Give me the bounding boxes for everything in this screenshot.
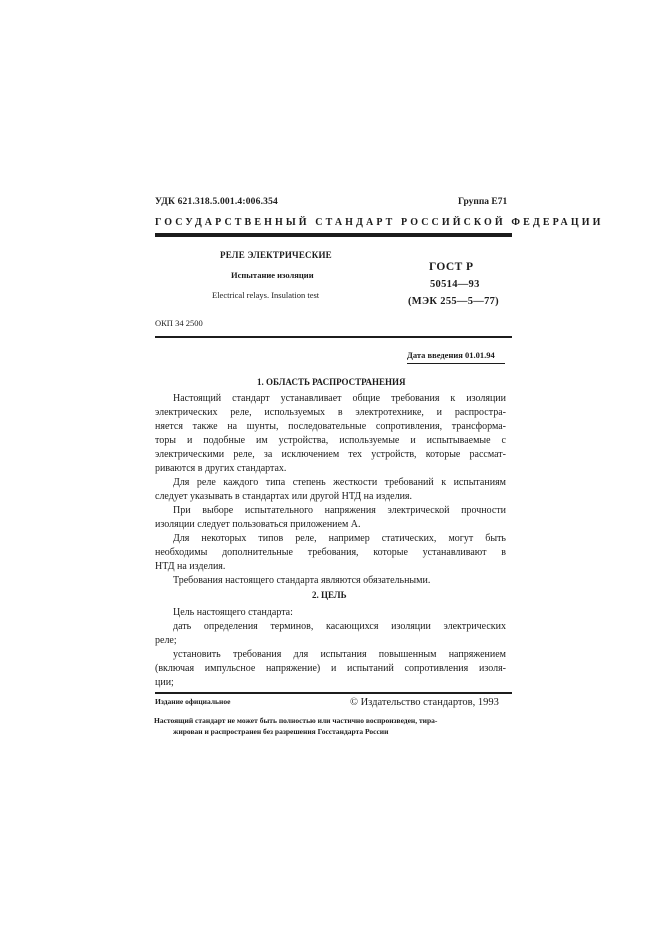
document-subtitle: Испытание изоляции: [231, 270, 314, 280]
paragraph-line: следует указывать в стандартах или другой НТД на изделия.: [155, 491, 413, 502]
paragraph-line: Цель настоящего стандарта:: [173, 607, 293, 618]
udk-code: УДК 621.318.5.001.4:006.354: [155, 197, 278, 207]
paragraph-line: установить требования для испытания повышенным напряжением: [173, 649, 506, 660]
paragraph-line: Для реле каждого типа степень жесткости требований к испытаниям: [173, 477, 506, 488]
paragraph-line: дать определения терминов, касающихся изоляции электрических: [173, 621, 506, 632]
gost-number: 50514—93: [430, 279, 480, 290]
paragraph-line: необходимы дополнительные требования, которые устанавливают в: [155, 547, 506, 558]
paragraph-line: няется также на шунты, последовательные сопротивления, трансформа-: [155, 421, 506, 432]
iec-reference: (МЭК 255—5—77): [408, 296, 499, 307]
document-title-english: Electrical relays. Insulation test: [212, 290, 320, 300]
paragraph-line: Для некоторых типов реле, например статических, могут быть: [173, 533, 506, 544]
gost-label: ГОСТ Р: [429, 261, 474, 273]
edition-label: Издание официальное: [155, 697, 231, 706]
group-code: Группа Е71: [458, 197, 508, 207]
okp-code: ОКП 34 2500: [155, 318, 203, 328]
paragraph-line: изоляции следует пользоваться приложением А.: [155, 519, 361, 530]
reproduction-notice: жирован и распространен без разрешения Госстандарта России: [173, 727, 389, 736]
paragraph-line: торы и подобные им устройства, используемые и испытываемые с: [155, 435, 506, 446]
section-heading: 2. ЦЕЛЬ: [312, 590, 347, 600]
paragraph-line: реле;: [155, 635, 177, 646]
paragraph-line: Требования настоящего стандарта являются обязательными.: [173, 575, 431, 586]
reproduction-notice: Настоящий стандарт не может быть полностью или частично воспроизведен, тира-: [154, 716, 438, 725]
paragraph-line: риваются в других стандартах.: [155, 463, 287, 474]
header-divider: [155, 233, 512, 237]
standard-title: ГОСУДАРСТВЕННЫЙ СТАНДАРТ РОССИЙСКОЙ ФЕДЕРАЦИИ: [155, 217, 604, 228]
paragraph-line: электрическими реле, за исключением тех устройств, которые рассмат-: [155, 449, 506, 460]
title-divider: [155, 336, 512, 338]
copyright-notice: © Издательство стандартов, 1993: [350, 697, 499, 708]
paragraph-line: (включая импульсное напряжение) и испытаний сопротивления изоля-: [155, 663, 506, 674]
date-underline: [407, 363, 505, 364]
footer-divider: [155, 692, 512, 694]
paragraph-line: ции;: [155, 677, 174, 688]
introduction-date: Дата введения 01.01.94: [407, 350, 495, 360]
paragraph-line: При выборе испытательного напряжения электрической прочности: [173, 505, 506, 516]
paragraph-line: НТД на изделия.: [155, 561, 226, 572]
section-heading: 1. ОБЛАСТЬ РАСПРОСТРАНЕНИЯ: [257, 377, 406, 387]
paragraph-line: Настоящий стандарт устанавливает общие требования к изоляции: [173, 393, 506, 404]
paragraph-line: электрических реле, используемых в электротехнике, и распростра-: [155, 407, 506, 418]
document-title: РЕЛЕ ЭЛЕКТРИЧЕСКИЕ: [220, 250, 332, 260]
